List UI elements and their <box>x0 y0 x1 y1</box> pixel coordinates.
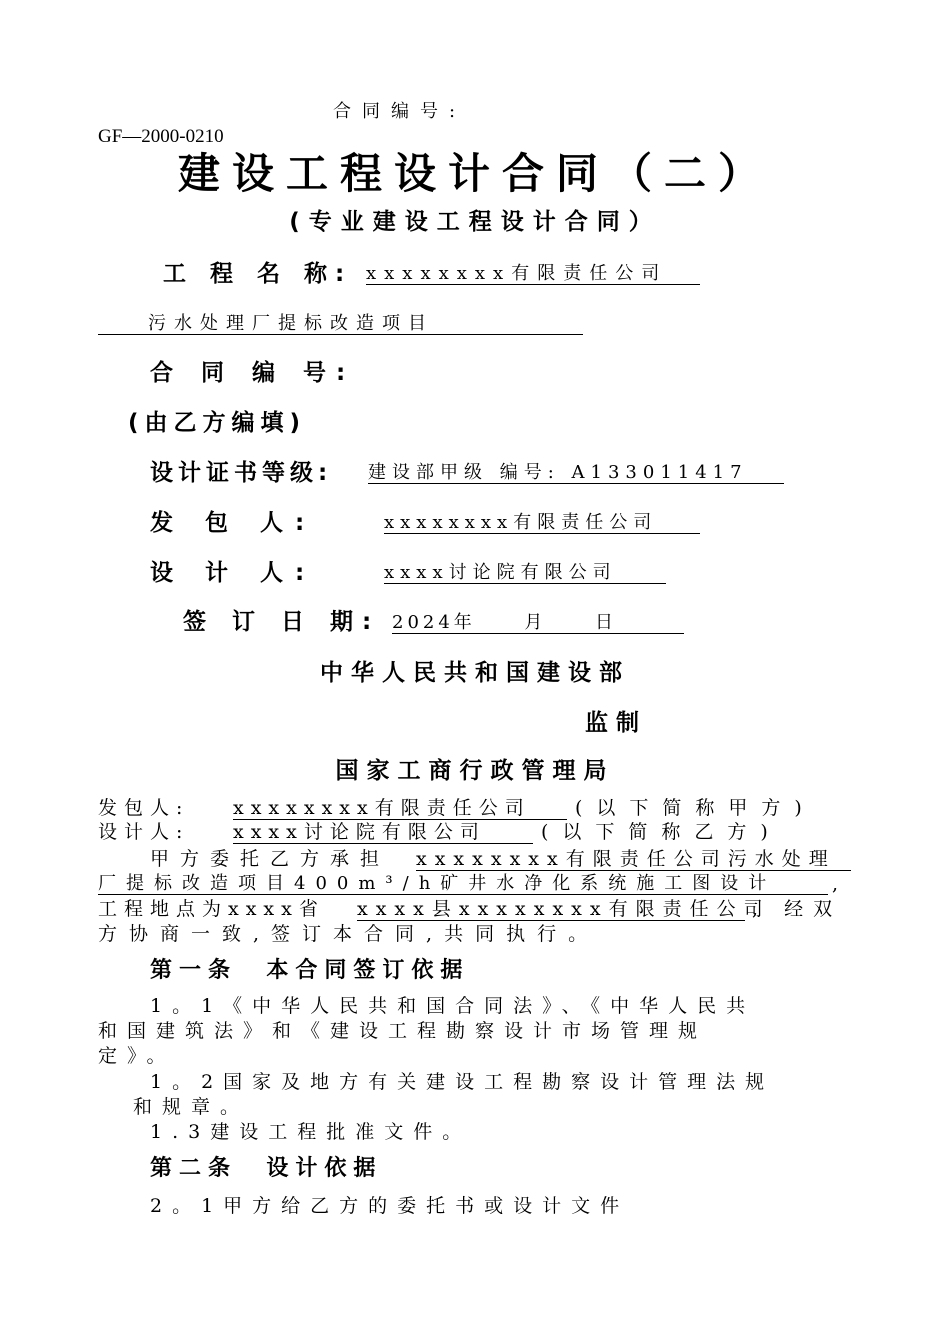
article1-item1-line1: 1。1《中华人民共和国合同法》、《中华人民共 <box>150 995 756 1017</box>
contract-number-note: (由乙方编填) <box>128 410 307 436</box>
employer-label: 发 包 人: <box>150 510 317 536</box>
contract-number-label: 合 同 编 号: <box>150 360 356 386</box>
party-designer-value: xxxx讨论院有限公司 <box>233 823 533 844</box>
document-subtitle: (专业建设工程设计合同） <box>289 209 661 235</box>
intro-line1-prefix: 甲方委托乙方承担 <box>150 848 391 870</box>
sign-date-value: 2024年 月 日 <box>392 614 684 634</box>
employer-value: xxxxxxxx有限责任公司 <box>384 514 700 534</box>
issuer-ministry: 中华人民共和国建设部 <box>320 660 630 686</box>
party-designer-label: 设计人: <box>98 821 190 843</box>
article1-item2-line2: 和规章。 <box>133 1096 250 1118</box>
intro-line2-suffix: , <box>832 873 839 895</box>
project-name-label: 工 程 名 称: <box>163 261 353 287</box>
project-name-value-2: 污水处理厂提标改造项目 <box>98 315 583 335</box>
sign-date-label: 签 订 日 期: <box>183 609 381 635</box>
party-employer-value: xxxxxxxx有限责任公司 <box>233 799 567 820</box>
designer-value: xxxx讨论院有限公司 <box>384 564 666 584</box>
article1-item2-line1: 1。2国家及地方有关建设工程勘察设计管理法规 <box>150 1071 775 1093</box>
intro-line3-value: xxxx县xxxxxxxx有限责任公司 <box>357 898 771 920</box>
intro-line4: 方协商一致,签订本合同,共同执行。 <box>98 923 600 945</box>
intro-line2-value: 厂提标改造项目400m³/h矿井水净化系统施工图设计 <box>98 875 828 895</box>
article1-item3: 1.3建设工程批准文件。 <box>150 1121 472 1143</box>
cert-level-label: 设计证书等级: <box>150 460 333 486</box>
article1-item1-line3: 定》。 <box>98 1045 176 1067</box>
cert-level-value: 建设部甲级 编号: A133011417 <box>368 464 784 484</box>
article1-heading: 第一条 本合同签订依据 <box>150 958 470 983</box>
article2-item1: 2。1甲方给乙方的委托书或设计文件 <box>150 1195 630 1217</box>
contract-number-caption: 合同编号: <box>333 101 467 122</box>
intro-line1-value: xxxxxxxx有限责任公司污水处理 <box>416 850 851 871</box>
party-employer-suffix: (以下简称甲方) <box>575 797 816 819</box>
issuer-saic: 国家工商行政管理局 <box>335 758 615 784</box>
article2-heading: 第二条 设计依据 <box>150 1156 383 1181</box>
gf-code: GF—2000-0210 <box>98 126 224 147</box>
issuer-supervised: 监制 <box>585 710 647 736</box>
intro-line3-prefix: 工程地点为xxxx省 <box>98 898 325 920</box>
project-name-value-1: xxxxxxxx有限责任公司 <box>366 265 700 285</box>
designer-label: 设 计 人: <box>150 560 317 586</box>
document-title: 建设工程设计合同（二） <box>177 149 772 198</box>
intro-line3-suffix: , 经双 <box>752 898 843 920</box>
party-employer-label: 发包人: <box>98 797 190 819</box>
article1-item1-line2: 和国建筑法》和《建设工程勘察设计市场管理规 <box>98 1020 708 1042</box>
party-designer-suffix: (以下简称乙方) <box>541 821 782 843</box>
